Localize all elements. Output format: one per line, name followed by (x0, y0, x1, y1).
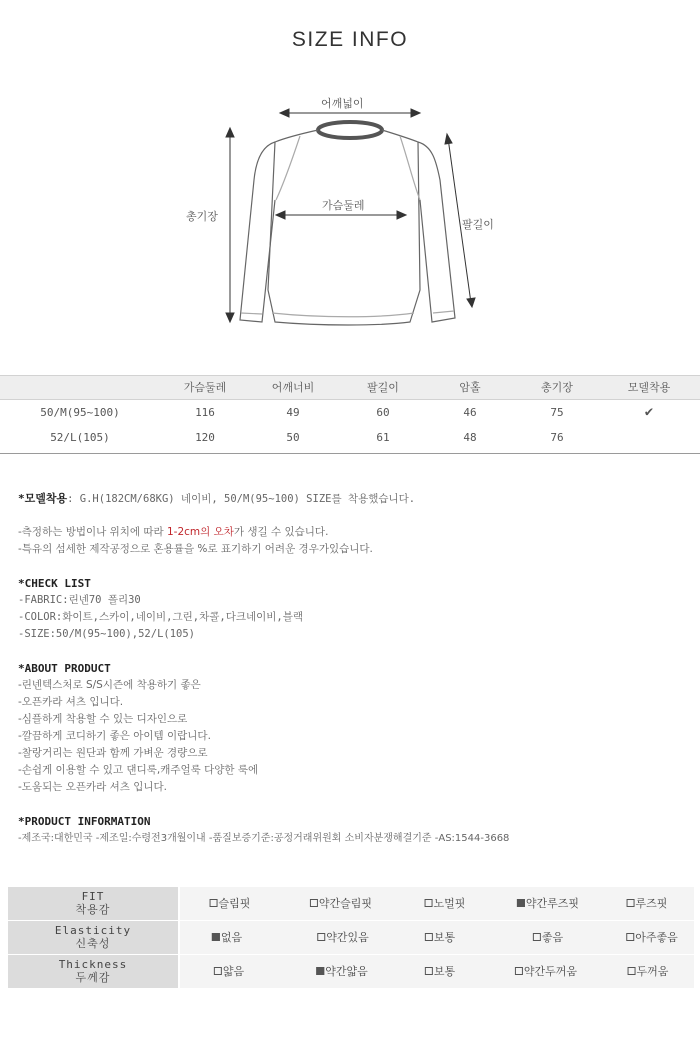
list-item: -오픈카라 셔츠 입니다. (18, 696, 124, 708)
thickness-label (8, 955, 178, 988)
fit-option (425, 887, 466, 920)
about-product-heading: *ABOUT PRODUCT (18, 662, 111, 675)
checkbox-icon (310, 899, 318, 907)
option-label: 두꺼움 (636, 965, 669, 978)
checkbox-icon (425, 967, 433, 975)
size-diagram (0, 0, 700, 360)
checkbox-icon (210, 899, 218, 907)
checkbox-checked-icon (517, 899, 525, 907)
divider (0, 453, 700, 454)
thickness-option (214, 955, 244, 988)
checkbox-checked-icon (212, 933, 220, 941)
armhole-value: 48 (463, 431, 477, 444)
elasticity-option (425, 921, 455, 954)
list-item: -COLOR:화이트,스카이,네이비,그린,차콜,다크네이비,블랙 (18, 611, 304, 623)
thickness-option (628, 955, 669, 988)
measure-note-highlight: 1-2cm의 오차 (167, 526, 234, 538)
header-shoulder: 어깨너비 (271, 381, 315, 394)
model-worn-value (600, 425, 698, 450)
option-label: 약간두꺼움 (523, 965, 578, 978)
fit-options (180, 887, 694, 920)
size-name: 50/M(95~100) (40, 406, 120, 419)
model-worn-check-icon: ✔ (644, 404, 654, 420)
product-information-heading: *PRODUCT INFORMATION (18, 815, 151, 828)
checkbox-checked-icon (316, 967, 324, 975)
fit-label (8, 887, 178, 920)
list-item: -깔끔하게 코디하기 좋은 아이템 이랍니다. (18, 730, 211, 742)
measure-note-pre: -측정하는 방법이나 위치에 따라 (18, 526, 167, 538)
thickness-label-ko: 두께감 (75, 971, 111, 984)
size-name: 52/L(105) (50, 431, 110, 444)
list-item: -손쉽게 이용할 수 있고 댄디룩,캐주얼룩 다양한 룩에 (18, 764, 259, 776)
checkbox-icon (627, 899, 635, 907)
option-label: 얇음 (222, 965, 245, 978)
option-label: 좋음 (541, 931, 564, 944)
size-table-header (0, 375, 700, 400)
header-length: 총기장 (541, 381, 573, 394)
list-item: -찰랑거리는 원단과 함께 가벼운 경량으로 (18, 747, 208, 759)
elasticity-label (8, 921, 178, 954)
size-row (0, 400, 700, 425)
chest-label: 가슴둘레 (322, 199, 365, 212)
fit-label-en: FIT (81, 890, 105, 903)
size-row (0, 425, 700, 450)
size-table (0, 375, 700, 450)
fit-row-fit (8, 887, 694, 921)
option-label: 약간있음 (326, 931, 369, 944)
option-label: 아주좋음 (635, 931, 678, 944)
fit-option (210, 887, 251, 920)
option-label: 노멀핏 (433, 897, 466, 910)
chest-value: 120 (195, 431, 215, 444)
shoulder-width-label: 어깨넓이 (321, 97, 364, 110)
fit-label-ko: 착용감 (75, 903, 111, 916)
checkbox-icon (214, 967, 222, 975)
length-value: 75 (550, 406, 564, 419)
elasticity-label-ko: 신축성 (75, 937, 111, 950)
option-label: 약간슬림핏 (318, 897, 373, 910)
list-item: -심플하게 착용할 수 있는 디자인으로 (18, 713, 188, 725)
fit-row-elasticity (8, 921, 694, 955)
thickness-option (515, 955, 577, 988)
thickness-option (425, 955, 455, 988)
product-information-text: -제조국:대한민국 -제조일:수령전3개월이내 -품질보증기준:공정거래위원회 소비자분쟁해결기준 -AS:1544-3668 (18, 833, 510, 844)
elasticity-option (533, 921, 563, 954)
list-item: -린넨텍스처로 S/S시즌에 착용하기 좋은 (18, 679, 201, 691)
elasticity-option (626, 921, 678, 954)
list-item: -FABRIC:린넨70 폴리30 (18, 594, 141, 606)
length-value: 76 (550, 431, 564, 444)
checkbox-icon (425, 899, 433, 907)
list-item: -SIZE:50/M(95~100),52/L(105) (18, 628, 196, 640)
fit-option-selected (517, 887, 579, 920)
elasticity-label-en: Elasticity (54, 924, 132, 937)
sleeve-length-label: 팔길이 (462, 218, 494, 231)
product-notes (18, 490, 688, 847)
header-armhole: 암홀 (459, 381, 481, 394)
checkbox-icon (626, 933, 634, 941)
fit-option (627, 887, 668, 920)
checkbox-icon (317, 933, 325, 941)
thickness-options (180, 955, 694, 988)
option-label: 보통 (433, 965, 456, 978)
elasticity-option-selected (212, 921, 242, 954)
checkbox-icon (628, 967, 636, 975)
shirt-outline-illustration (0, 0, 700, 360)
model-info-heading: *모델착용 (18, 492, 68, 505)
fit-option (310, 887, 372, 920)
header-model: 모델착용 (627, 381, 671, 394)
option-label: 슬림핏 (218, 897, 251, 910)
elasticity-option (317, 921, 369, 954)
checkbox-icon (425, 933, 433, 941)
option-label: 보통 (433, 931, 456, 944)
fit-row-thickness (8, 955, 694, 989)
model-info (18, 490, 688, 507)
header-chest: 가슴둘레 (183, 381, 227, 394)
thickness-label-en: Thickness (58, 958, 128, 971)
header-cell (0, 376, 160, 400)
fit-table (8, 887, 694, 989)
option-label: 루즈핏 (635, 897, 668, 910)
option-label: 없음 (220, 931, 243, 944)
header-sleeve: 팔길이 (367, 381, 399, 394)
page-title: SIZE INFO (291, 28, 409, 51)
shoulder-value: 49 (286, 406, 300, 419)
thickness-option-selected (316, 955, 368, 988)
chest-value: 116 (195, 406, 215, 419)
check-list-heading: *CHECK LIST (18, 577, 91, 590)
total-length-label: 총기장 (186, 210, 218, 223)
model-info-text: : G.H(182CM/68KG) 네이비, 50/M(95~100) SIZE를 착용했습니다. (67, 493, 416, 505)
sleeve-value: 61 (376, 431, 390, 444)
armhole-value: 46 (463, 406, 477, 419)
fabric-note: -특유의 섬세한 제작공정으로 혼용률을 %로 표기하기 어려운 경우가있습니다. (18, 543, 373, 555)
sleeve-value: 60 (376, 406, 390, 419)
checkbox-icon (515, 967, 523, 975)
measure-note (18, 524, 688, 541)
measure-note-post: 가 생길 수 있습니다. (233, 526, 329, 538)
shoulder-value: 50 (286, 431, 300, 444)
list-item: -도움되는 오픈카라 셔츠 입니다. (18, 781, 167, 793)
checkbox-icon (533, 933, 541, 941)
elasticity-options (180, 921, 694, 954)
option-label: 약간얇음 (325, 965, 368, 978)
option-label: 약간루즈핏 (525, 897, 580, 910)
